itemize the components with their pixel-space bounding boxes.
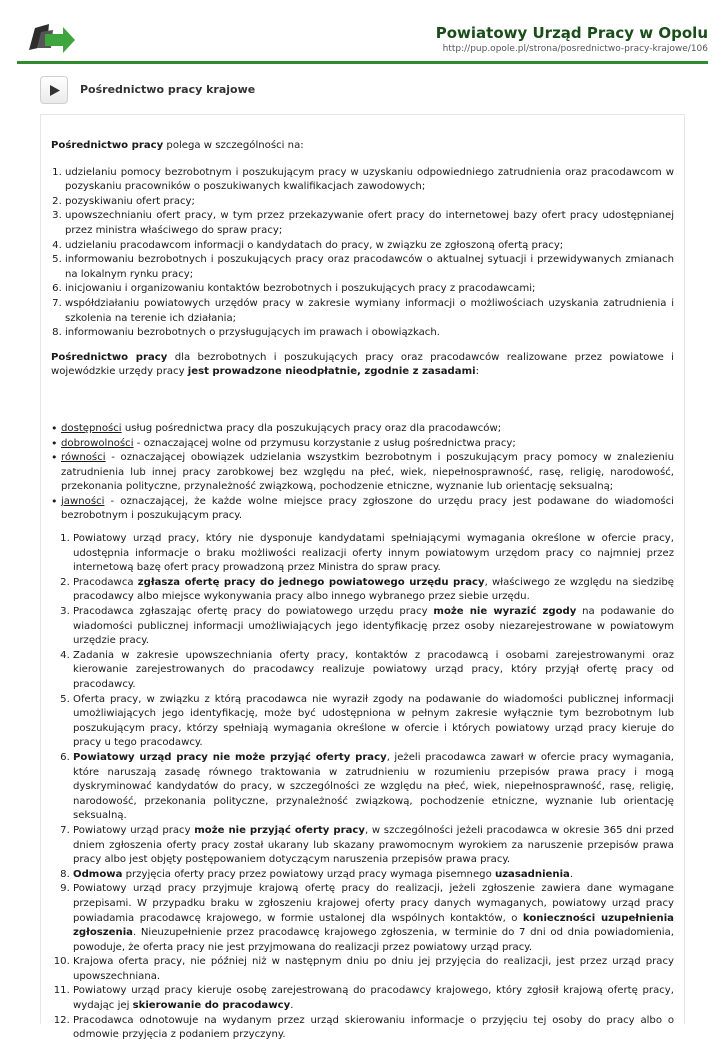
text: . — [569, 868, 574, 880]
bold-text: zgłasza ofertę pracy do jednego powiatowego urzędu pracy — [137, 576, 485, 588]
principle-desc: - oznaczającej wolne od przymusu korzystanie z usług pośrednictwa pracy; — [133, 437, 516, 449]
rules-list — [51, 532, 674, 1043]
page-header — [17, 20, 708, 64]
list-item: 3. upowszechnianiu ofert pracy, w tym przez przekazywanie ofert pracy do internetowej bazy ofert pracy udostępnianej przez ministra właściwego do spraw pracy; — [65, 209, 674, 238]
principle-term: jawności — [61, 495, 105, 507]
text: przyjęcia oferty pracy przez powiatowy urząd pracy wymaga pisemnego — [122, 868, 495, 880]
bold-text: skierowanie do pracodawcy — [132, 1000, 291, 1012]
intro-text: polega w szczególności na: — [163, 140, 304, 151]
text: Krajowa oferta pracy, nie później niż w następnym dniu po dniu jej przyjęcia do realizacji, jest przez urząd pracy upowszechniana. — [73, 956, 674, 982]
list-item — [73, 955, 674, 984]
article-content — [40, 114, 685, 1041]
principle-desc: - oznaczającej obowiązek udzielania wszystkim bezrobotnym i poszukującym pracy pomocy w znalezieniu zatrudnienia lub innej pracy zarobkowej bez względu na płeć, wiek, niepełnosprawność, rasę, religię, narodowość, przekonania polityczne, przynależność związkową, pochodzenie etniczne, wyznanie lub orientację seksualną; — [61, 452, 674, 493]
text: Powiatowy urząd pracy kieruje osobę zarejestrowaną do pracodawcy krajowego, który zgłosił krajową ofertę pracy, wydając jej — [73, 985, 674, 1012]
text: Powiatowy urząd pracy, który nie dysponuje kandydatami spełniającymi wymagania określone w ofercie pracy, udostępnia informacje o braku możliwości realizacji oferty innym powiatowym urzędom pracy co najmniej przez internetową bazę ofert pracy prowadzoną przez Ministra do spraw pracy. — [73, 533, 674, 574]
text: . Nieuzupełnienie przez pracodawcę krajowego zgłoszenia, w terminie do 7 dni od dnia powiadomienia, powoduje, że oferta pracy nie jest przyjmowana do realizacji przez powiatowy urząd pracy. — [73, 927, 674, 953]
principle-desc: usług pośrednictwa pracy dla poszukujących pracy oraz dla pracodawców; — [121, 422, 502, 434]
para2-text-2: : — [475, 366, 479, 378]
text: Pracodawca zgłaszając ofertę pracy do powiatowego urzędu pracy — [73, 606, 434, 618]
bold-text: Odmowa — [73, 868, 123, 880]
principle-term: równości — [61, 452, 106, 464]
principle-desc: - oznaczającej, że każde wolne miejsce pracy zgłoszone do urzędu pracy jest podawane do wiadomości bezrobotnym i poszukującym pracy. — [61, 495, 674, 522]
principle-term: dostępności — [61, 422, 122, 434]
list-item — [73, 576, 674, 605]
list-item — [61, 422, 674, 437]
list-item — [61, 495, 674, 524]
principle-term: dobrowolności — [61, 437, 134, 449]
bold-text: może nie przyjąć oferty pracy — [194, 824, 365, 836]
list-item — [73, 751, 674, 824]
text: Zadania w zakresie upowszechniania oferty pracy, kontaktów z pracodawcą i osobami zarejestrowanymi oraz kierowanie zarejestrowanych do pracodawcy realizuje powiatowy urząd pracy, który przyjął ofertę pracy od pracodawcy. — [73, 649, 674, 690]
list-item — [73, 882, 674, 955]
para2-bold-2: jest prowadzone nieodpłatnie, zgodnie z zasadami — [187, 366, 476, 378]
principles-list — [51, 422, 674, 524]
list-item — [73, 693, 674, 751]
bold-text: uzasadnienia — [494, 868, 570, 880]
list-item: 1. udzielaniu pomocy bezrobotnym i poszukującym pracy w uzyskaniu odpowiedniego zatrudnienia oraz pracodawcom w pozyskaniu pracowników o poszukiwanych kwalifikacjach zawodowych; — [65, 166, 674, 195]
site-title: Powiatowy Urząd Pracy w Opolu — [435, 24, 708, 42]
text: , właściwego ze względu na siedzibę pracodawcy albo miejsce wykonywania pracy albo innego wybranego przez siebie urzędu. — [73, 576, 675, 603]
intro-paragraph — [51, 139, 674, 154]
logo-icon — [27, 20, 75, 56]
list-item — [61, 451, 674, 495]
list-item — [73, 649, 674, 693]
site-url[interactable]: http://pup.opole.pl/strona/posrednictwo-pracy-krajowe/106 — [442, 44, 708, 54]
text: Powiatowy urząd pracy — [73, 824, 195, 836]
bold-text: może nie wyrazić zgody — [433, 606, 577, 618]
list-item: 8. informowaniu bezrobotnych o przysługujących im prawach i obowiązkach. — [65, 326, 674, 341]
list-item: 6. inicjowaniu i organizowaniu kontaktów bezrobotnych i poszukujących pracy z pracodawcami; — [65, 282, 674, 297]
list-item: 2. pozyskiwaniu ofert pracy; — [65, 195, 674, 210]
duties-list — [51, 166, 674, 341]
text: Oferta pracy, w związku z którą pracodawca nie wyraził zgody na podawanie do wiadomości publicznej informacji umożliwiających jego identyfikację, może być udostępniona w pełnym zakresie wyłącznie tym bezrobotnym lub poszukującym pracy, którzy spełniają wymagania określone w ofercie i których powiatowy urząd pracy kieruje do pracy u tego pracodawcy. — [73, 693, 674, 749]
text: Pracodawca — [73, 576, 138, 588]
list-item: 4. udzielaniu pracodawcom informacji o kandydatach do pracy, w związku ze zgłoszoną ofertą pracy; — [65, 239, 674, 254]
list-item — [73, 868, 674, 883]
list-item — [73, 824, 674, 868]
text: . — [290, 1000, 294, 1012]
text: Pracodawca odnotowuje na wydanym przez urząd skierowaniu informacje o przyjęciu tej osoby do pracy albo o odmowie przyjęcia z podaniem przyczyny. — [73, 1014, 674, 1041]
text: , jeżeli pracodawca zawarł w ofercie pracy wymagania, które naruszają zasadę równego traktowania w zatrudnieniu w rozumieniu przepisów prawa pracy i mogą dyskryminować kandydatów do pracy, w szczególności ze względu na płeć, wiek, niepełnosprawność, rasę, religię, narodowość, przekonania polityczne, przynależność związkową, pochodzenie etniczne, wyznanie lub orientację seksualną. — [73, 751, 674, 822]
list-item — [61, 437, 674, 452]
play-icon — [49, 84, 61, 97]
list-item — [73, 984, 674, 1013]
text: na podawanie do wiadomości publicznej informacji umożliwiających jego identyfikację przez osoby niezarejestrowane w powiatowym urzędzie pracy. — [73, 606, 674, 647]
para2-text: dla bezrobotnych i poszukujących pracy oraz pracodawców realizowane przez powiatowe i wojewódzkie urzędy pracy — [51, 351, 674, 378]
list-item: 5. informowaniu bezrobotnych i poszukujących pracy oraz pracodawców o aktualnej sytuacji i przewidywanych zmianach na lokalnym rynku pracy; — [65, 253, 674, 282]
section-header — [40, 76, 680, 104]
section-title: Pośrednictwo pracy krajowe — [80, 83, 256, 96]
list-item — [73, 605, 674, 649]
list-item — [73, 1014, 674, 1043]
text: , w szczególności jeżeli pracodawca w okresie 365 dni przed dniem zgłoszenia oferty pracy został ukarany lub skazany prawomocnym wyrokiem za naruszenie przepisów prawa pracy albo jest objęty postępowaniem dotyczącym naruszenia przepisów prawa pracy. — [73, 824, 675, 866]
intro-bold: Pośrednictwo pracy — [51, 140, 164, 151]
section-toggle-button[interactable] — [40, 76, 68, 104]
list-item — [73, 532, 674, 576]
para2-bold: Pośrednictwo pracy — [51, 351, 168, 363]
principles-paragraph — [51, 351, 674, 380]
bold-text: konieczności uzupełnienia zgłoszenia — [73, 912, 674, 939]
text: Powiatowy urząd pracy przyjmuje krajową ofertę pracy do realizacji, jeżeli zgłoszenie zawiera dane wymagane przepisami. W przypadku braku w zgłoszeniu krajowej oferty pracy danych wymaganych, powiatowy urząd pracy powiadamia pracodawcę krajowego, w formie ustalonej dla wspólnych kontaktów, o — [73, 883, 674, 924]
list-item: 7. współdziałaniu powiatowych urzędów pracy w zakresie wymiany informacji o możliwościach uzyskania zatrudnienia i szkolenia na terenie ich działania; — [65, 297, 674, 326]
bold-text: Powiatowy urząd pracy nie może przyjąć oferty pracy — [73, 751, 387, 763]
